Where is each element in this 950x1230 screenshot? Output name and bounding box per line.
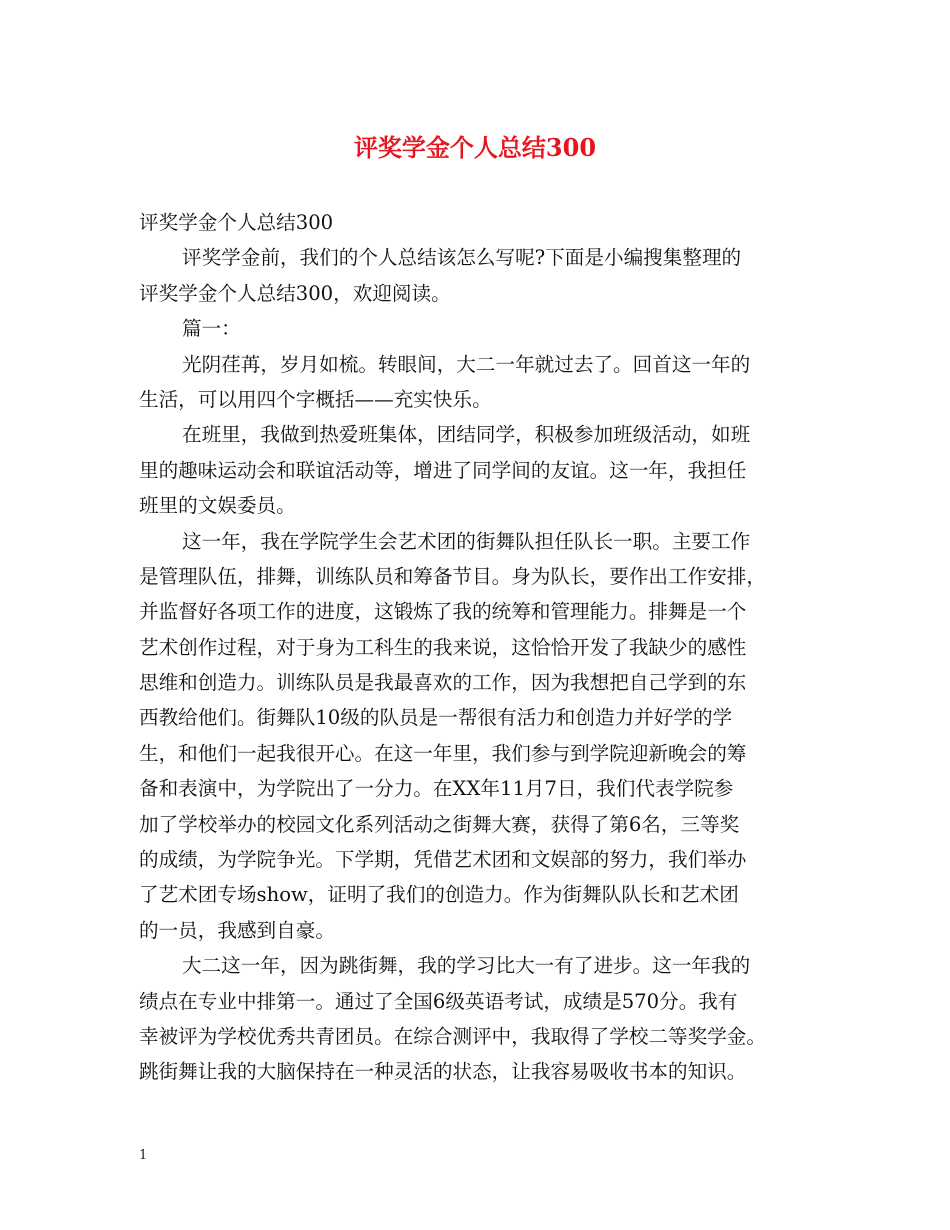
body-line: 跳街舞让我的大脑保持在一种灵活的状态，让我容易吸收书本的知识。 [139, 1060, 747, 1084]
body-line: 绩点在专业中排第一。通过了全国6级英语考试，成绩是570分。我有 [139, 989, 738, 1013]
body-line: 里的趣味运动会和联谊活动等，增进了同学间的友谊。这一年，我担任 [139, 458, 747, 482]
body-line: 的成绩，为学院争光。下学期，凭借艺术团和文娱部的努力，我们举办 [139, 848, 747, 872]
body-line: 幸被评为学校优秀共青团员。在综合测评中，我取得了学校二等奖学金。 [139, 1024, 766, 1048]
body-line: 大二这一年，因为跳街舞，我的学习比大一有了进步。这一年我的 [182, 954, 751, 978]
body-line: 在班里，我做到热爱班集体，团结同学，积极参加班级活动，如班 [182, 423, 751, 447]
body-line: 西教给他们。街舞队10级的队员是一帮很有活力和创造力并好学的学 [139, 706, 733, 730]
document-body [139, 205, 815, 1090]
body-line: 篇一： [182, 317, 241, 341]
body-line: 生活，可以用四个字概括——充实快乐。 [139, 387, 492, 411]
body-line: 艺术创作过程，对于身为工科生的我来说，这恰恰开发了我缺少的感性 [139, 635, 747, 659]
body-line: 评奖学金前，我们的个人总结该怎么写呢?下面是小编搜集整理的 [182, 246, 742, 270]
body-line: 备和表演中，为学院出了一分力。在XX年11月7日，我们代表学院参 [139, 777, 734, 801]
body-line: 的一员，我感到自豪。 [139, 918, 335, 942]
body-line: 评奖学金个人总结300，欢迎阅读。 [139, 281, 451, 305]
body-line: 班里的文娱委员。 [139, 494, 296, 518]
body-line: 生，和他们一起我很开心。在这一年里，我们参与到学院迎新晚会的筹 [139, 741, 747, 765]
body-line: 是管理队伍，排舞，训练队员和筹备节目。身为队长，要作出工作安排， [139, 564, 766, 588]
body-line: 了艺术团专场show，证明了我们的创造力。作为街舞队队长和艺术团 [139, 883, 739, 907]
body-line: 加了学校举办的校园文化系列活动之街舞大赛，获得了第6名，三等奖 [139, 812, 740, 836]
document-title: 评奖学金个人总结300 [353, 133, 597, 162]
body-line: 这一年，我在学院学生会艺术团的街舞队担任队长一职。主要工作 [182, 529, 751, 553]
body-line: 并监督好各项工作的进度，这锻炼了我的统筹和管理能力。排舞是一个 [139, 600, 747, 624]
body-line: 评奖学金个人总结300 [139, 211, 334, 234]
body-line: 思维和创造力。训练队员是我最喜欢的工作，因为我想把自己学到的东 [139, 671, 747, 695]
page-number: 1 [139, 1148, 148, 1163]
body-line: 光阴荏苒，岁月如梳。转眼间，大二一年就过去了。回首这一年的 [182, 352, 751, 376]
